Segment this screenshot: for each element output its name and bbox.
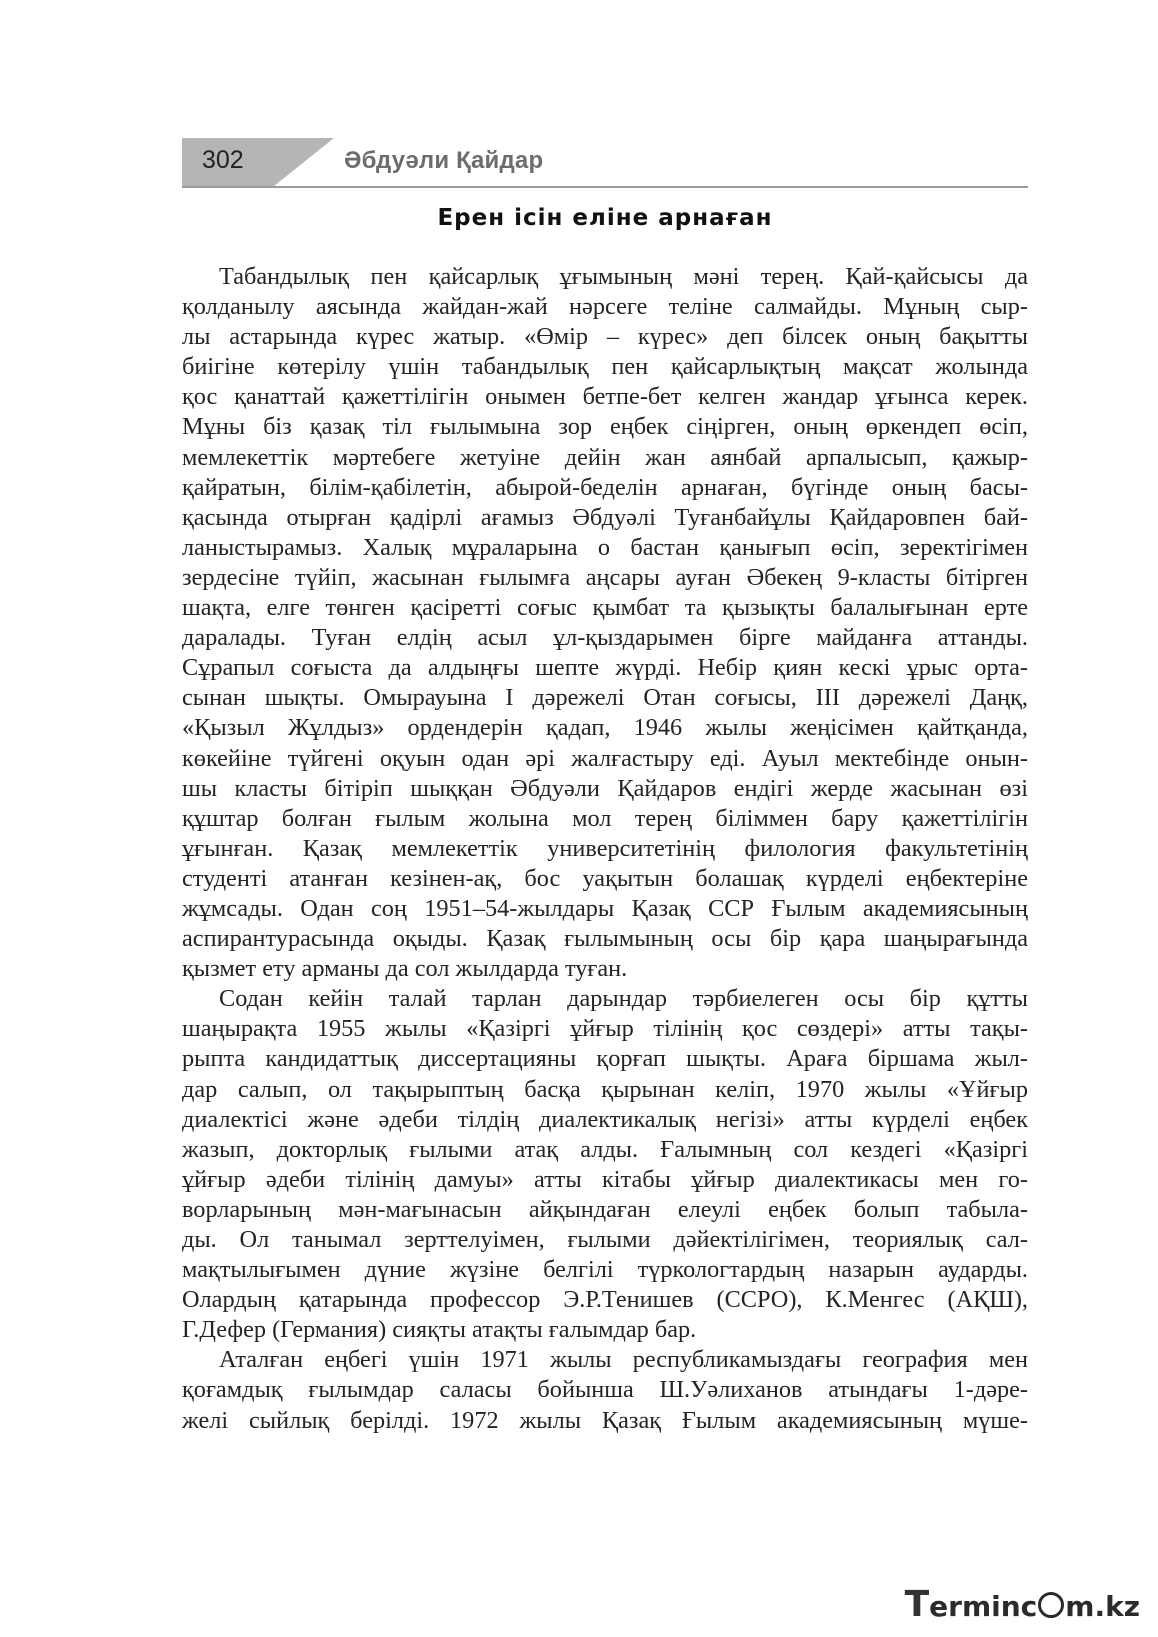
watermark-c: c — [1020, 1590, 1038, 1623]
text-line: Олардың қатарында профессор Э.Р.Тенишев (ССРО), К.Менгес (АҚШ), — [182, 1286, 1028, 1314]
watermark-domain: m.kz — [1065, 1590, 1140, 1623]
text-line: жұмсады. Одан соң 1951–54-жылдары Қазақ ССР Ғылым академиясының — [182, 894, 1028, 922]
text-line: қос қанаттай қажеттілігін онымен бетпе-бет келген жандар ұғынса керек. — [182, 383, 1028, 411]
text-line: Содан кейін талай тарлан дарындар тәрбиелеген осы бір құтты — [219, 985, 1028, 1013]
text-line: сынан шықты. Омырауына І дәрежелі Отан соғысы, ІІІ дәрежелі Даңқ, — [182, 684, 1028, 712]
page-tab-arrow-decoration — [274, 138, 334, 186]
text-line: «Қызыл Жұлдыз» ордендерін қадап, 1946 жылы жеңісімен қайтқанда, — [182, 714, 1028, 742]
text-line: қолданылу аясында жайдан-жай нәрсеге теліне салмайды. Мұның сыр- — [182, 293, 1028, 321]
page-header — [182, 138, 1028, 188]
text-line: ланыстырамыз. Халық мұраларына о бастан қанығып өсіп, зеректігімен — [182, 533, 1028, 561]
text-line: мақтылығымен дүние жүзіне белгілі түркологтардың назарын аударды. — [182, 1256, 1028, 1284]
text-line: аспирантурасында оқыды. Қазақ ғылымының осы бір қара шаңырағында — [182, 925, 1028, 953]
running-head: Әбдуәли Қайдар — [344, 147, 544, 174]
text-line: Сұрапыл соғыста да алдыңғы шепте жүрді. Небір қиян кескі ұрыс орта- — [182, 654, 1028, 682]
text-line: қайратын, білім-қабілетін, абырой-беделін арнаған, бүгінде оның басы- — [182, 473, 1028, 501]
text-line: ды. Ол танымал зерттелуімен, ғылыми дәйектілігімен, теориялық сал- — [182, 1226, 1028, 1253]
text-line: мемлекеттік мәртебеге жетуіне дейін жан аянбай арпалысып, қажыр- — [182, 443, 1028, 471]
watermark-t: T — [904, 1584, 930, 1625]
text-line: биігіне көтерілу үшін табандылық пен қайсарлықтың мақсат жолында — [182, 353, 1028, 381]
paragraph — [182, 984, 1028, 1345]
header-rule — [182, 186, 1028, 188]
text-line: лы астарында күрес жатыр. «Өмір – күрес» деп білсек оның бақытты — [182, 323, 1028, 351]
text-line: көкейіне түйгені оқуын одан әрі жалғастыру еді. Ауыл мектебінде онын- — [182, 744, 1028, 772]
text-line: Табандылық пен қайсарлық ұғымының мәні терең. Қай-қайсысы да — [219, 263, 1028, 290]
article-title: Ерен ісін еліне арнаған — [437, 205, 773, 231]
text-line: шақта, елге төнген қасіретті соғыс қымбат та қызықты балалығынан ерте — [182, 594, 1028, 622]
text-line: Мұны біз қазақ тіл ғылымына зор еңбек сіңірген, оның өркендеп өсіп, — [182, 413, 1028, 441]
text-line: шаңырақта 1955 жылы «Қазіргі ұйғыр тілінің қос сөздері» атты тақы- — [182, 1015, 1028, 1043]
text-line: құштар болған ғылым жолына мол терең біліммен бару қажеттілігін — [182, 804, 1028, 832]
text-line: Аталған еңбегі үшін 1971 жылы республикамыздағы география мен — [219, 1346, 1028, 1374]
watermark-o-icon — [1038, 1592, 1064, 1618]
text-line: қызмет ету арманы да сол жылдарда туған. — [182, 955, 628, 983]
text-line: ұғынған. Қазақ мемлекеттік университетінің филология факультетінің — [182, 834, 1028, 862]
paragraph — [182, 262, 1028, 984]
text-line: жазып, докторлық ғылыми атақ алды. Ғалымның сол кездегі «Қазіргі — [182, 1135, 1028, 1163]
text-line: қасында отырған қадірлі ағамыз Әбдуәлі Туғанбайұлы Қайдаровпен бай- — [182, 503, 1028, 531]
text-line: дар салып, ол тақырыптың басқа қырынан келіп, 1970 жылы «Ұйғыр — [182, 1075, 1028, 1103]
watermark-text: ermin — [929, 1590, 1021, 1623]
paragraph — [182, 1345, 1028, 1435]
text-line: диалектісі және әдеби тілдің диалектикалық негізі» атты күрделі еңбек — [182, 1105, 1028, 1133]
text-line: ұйғыр әдеби тілінің дамуы» атты кітабы ұйғыр диалектикасы мен го- — [182, 1165, 1028, 1193]
text-line: даралады. Туған елдің асыл ұл-қыздарымен бірге майданға аттанды. — [182, 624, 1028, 652]
text-line: Г.Дефер (Германия) сияқты атақты ғалымдар бар. — [182, 1316, 697, 1344]
text-line: желі сыйлық берілді. 1972 жылы Қазақ Ғылым академиясының мүше- — [182, 1406, 1028, 1434]
article-body — [182, 262, 1028, 1436]
page-number: 302 — [202, 146, 244, 174]
text-line: қоғамдық ғылымдар саласы бойынша Ш.Уәлиханов атындағы 1-дәре- — [182, 1376, 1028, 1404]
text-line: рыпта кандидаттық диссертацияны қорғап шықты. Араға біршама жыл- — [182, 1045, 1028, 1073]
text-line: ворларының мән-мағынасын айқындаған елеулі еңбек болып табыла- — [182, 1195, 1028, 1223]
site-watermark — [905, 1584, 1140, 1625]
text-line: зердесіне түйіп, жасынан ғылымға аңсары ауған Әбекең 9-класты бітірген — [182, 563, 1028, 591]
text-line: студенті атанған кезінен-ақ, бос уақытын болашақ күрделі еңбектеріне — [182, 864, 1028, 892]
text-line: шы класты бітіріп шыққан Әбдуәли Қайдаров ендігі жерде жасынан өзі — [182, 774, 1028, 802]
